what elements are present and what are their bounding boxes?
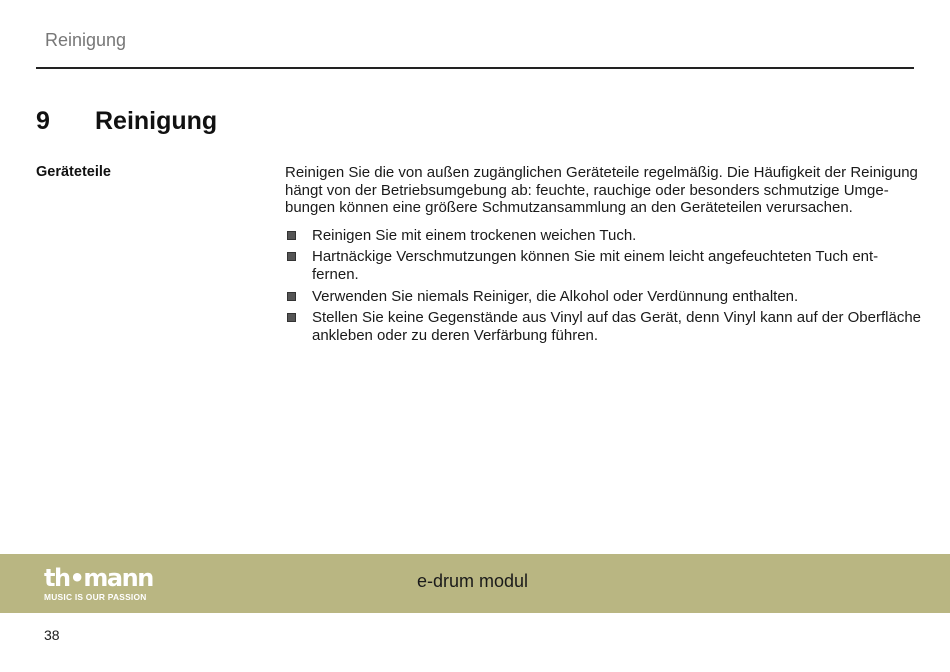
chapter-number: 9	[36, 107, 50, 135]
footer-band	[0, 554, 950, 613]
intro-line: bungen können eine größere Schmutzansammlung an den Geräteteilen verursachen.	[285, 199, 853, 217]
list-item	[285, 309, 922, 344]
running-header: Reinigung	[45, 30, 127, 50]
header-divider	[36, 67, 914, 69]
intro-paragraph	[285, 164, 918, 217]
chapter-title: Reinigung	[95, 107, 218, 135]
square-bullet-icon	[287, 292, 296, 301]
section-side-heading: Geräteteile	[36, 164, 111, 180]
instruction-list	[285, 226, 922, 345]
square-bullet-icon	[287, 252, 296, 261]
page-number: 38	[44, 627, 60, 643]
square-bullet-icon	[287, 231, 296, 240]
list-item-line: Hartnäckige Verschmutzungen können Sie mit einem leicht angefeuchteten Tuch ent-	[312, 248, 879, 266]
intro-line: hängt von der Betriebsumgebung ab: feuchte, rauchige oder besonders schmutzige Umge-	[285, 181, 889, 199]
list-item-line: Verwenden Sie niemals Reiniger, die Alkohol oder Verdünnung enthalten.	[312, 287, 799, 305]
list-item	[285, 227, 915, 245]
list-item-line: fernen.	[312, 265, 359, 283]
product-name: e-drum modul	[417, 571, 529, 591]
list-item-line: Stellen Sie keine Gegenstände aus Vinyl auf das Gerät, denn Vinyl kann auf der Oberfläche	[312, 309, 922, 327]
square-bullet-icon	[287, 313, 296, 322]
list-item-line: Reinigen Sie mit einem trockenen weichen Tuch.	[312, 226, 637, 244]
logo-wordmark: th•mann	[44, 564, 153, 592]
thomann-logo	[44, 566, 153, 602]
list-item-line: ankleben oder zu deren Verfärbung führen.	[312, 326, 599, 344]
list-item	[285, 288, 915, 306]
intro-line: Reinigen Sie die von außen zugänglichen Geräteteile regelmäßig. Die Häufigkeit der Reinigung	[285, 164, 918, 181]
list-item	[285, 248, 915, 283]
logo-tagline: MUSIC IS OUR PASSION	[44, 592, 147, 602]
section-body	[285, 164, 922, 348]
